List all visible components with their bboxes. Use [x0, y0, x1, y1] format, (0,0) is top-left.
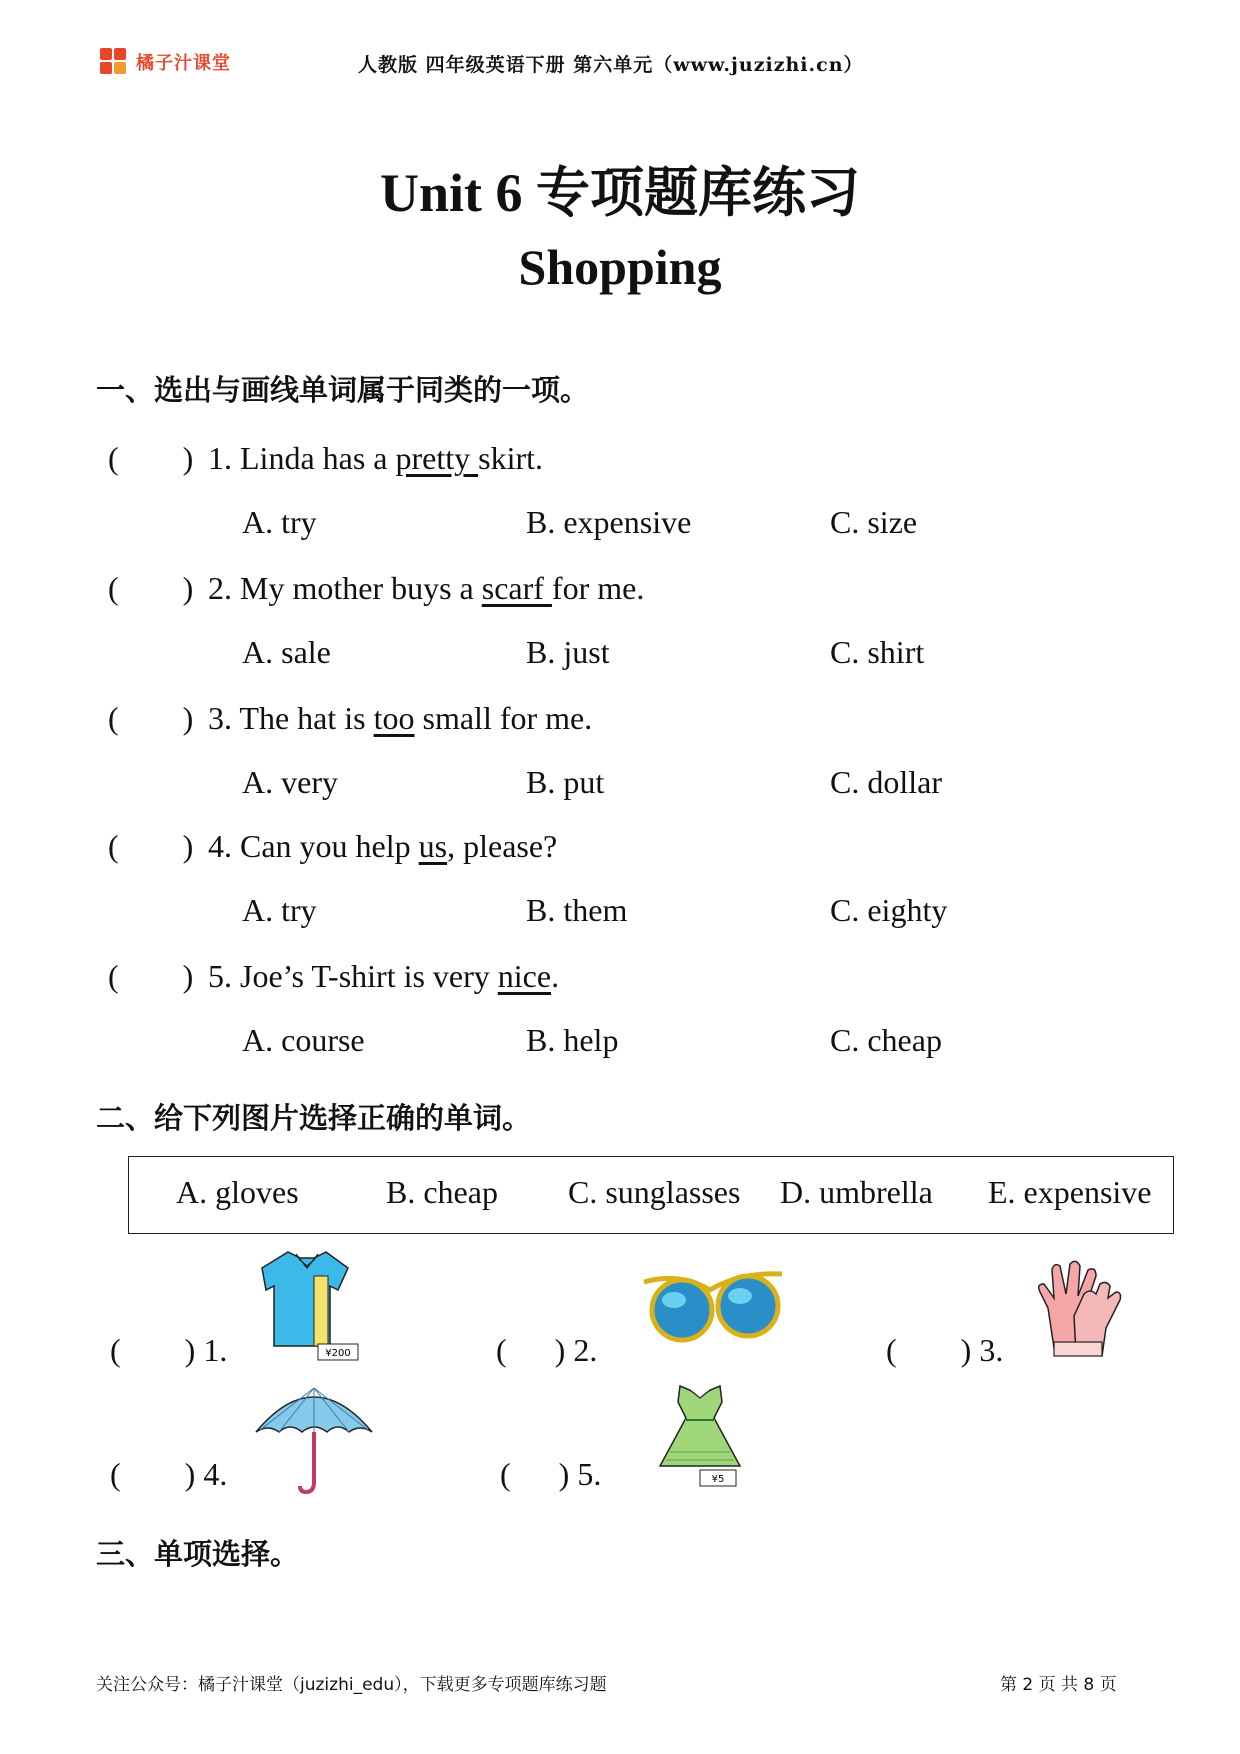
option-a: A. try: [242, 504, 317, 540]
section3-heading: 三、单项选择。: [96, 1537, 300, 1571]
picture-item-label: ( ) 2.: [496, 1332, 598, 1368]
tshirt-price-icon: [252, 1246, 362, 1364]
question-text: [208, 570, 644, 607]
answer-bracket: ( ): [108, 828, 194, 864]
option-b: B. just: [526, 634, 610, 670]
underlined-word: scarf: [481, 570, 552, 606]
footer-note: 关注公众号：橘子汁课堂（juzizhi_edu），下载更多专项题库练习题: [96, 1675, 607, 1695]
logo-icon: [100, 48, 128, 76]
word-option: C. sunglasses: [568, 1174, 741, 1210]
question-pre: 5. Joe’s T-shirt is very: [208, 958, 498, 994]
word-option: D. umbrella: [780, 1174, 933, 1210]
question-post: small for me.: [414, 700, 593, 736]
dress-price-icon: [650, 1382, 750, 1490]
section1-heading: 一、选出与画线单词属于同类的一项。: [96, 373, 590, 407]
picture-item-label: ( ) 1.: [110, 1332, 228, 1368]
option-a: A. sale: [242, 634, 331, 670]
answer-bracket: ( ): [108, 570, 194, 606]
word-option: E. expensive: [988, 1174, 1152, 1210]
header-title: 人教版 四年级英语下册 第六单元（www.juzizhi.cn）: [358, 54, 864, 76]
question-post: for me.: [551, 570, 645, 606]
option-b: B. expensive: [526, 504, 692, 540]
underlined-word: nice: [497, 958, 552, 994]
question-text: [208, 828, 557, 865]
option-a: A. very: [242, 764, 338, 800]
question-pre: 3. The hat is: [208, 700, 374, 736]
option-b: B. them: [526, 892, 628, 928]
gloves-icon: [1026, 1258, 1126, 1362]
page-number: 第 2 页 共 8 页: [1000, 1675, 1117, 1695]
picture-item-label: ( ) 3.: [886, 1332, 1004, 1368]
answer-bracket: ( ): [108, 700, 194, 736]
option-b: B. help: [526, 1022, 619, 1058]
umbrella-icon: [252, 1382, 376, 1496]
option-a: A. try: [242, 892, 317, 928]
word-option: B. cheap: [386, 1174, 498, 1210]
option-a: A. course: [242, 1022, 365, 1058]
brand-logo: [100, 48, 231, 76]
question-text: [208, 440, 543, 477]
option-c: C. eighty: [830, 892, 948, 928]
price-tag: ¥5: [711, 1474, 725, 1485]
question-text: [208, 700, 592, 737]
answer-bracket: ( ): [108, 440, 194, 476]
answer-bracket: ( ): [108, 958, 194, 994]
question-pre: 1. Linda has a: [208, 440, 396, 476]
question-pre: 2. My mother buys a: [208, 570, 482, 606]
question-pre: 4. Can you help: [208, 828, 419, 864]
question-text: [208, 958, 559, 995]
price-tag: ¥200: [325, 1348, 351, 1359]
underlined-word: us: [418, 828, 448, 864]
brand-name: 橘子汁课堂: [136, 53, 231, 74]
section2-heading: 二、给下列图片选择正确的单词。: [96, 1101, 532, 1135]
question-post: .: [551, 958, 560, 994]
option-c: C. shirt: [830, 634, 925, 670]
word-option: A. gloves: [176, 1174, 299, 1210]
page-subtitle: Shopping: [518, 239, 722, 295]
picture-item-label: ( ) 5.: [500, 1456, 602, 1492]
underlined-word: too: [373, 700, 415, 736]
option-c: C. dollar: [830, 764, 942, 800]
sunglasses-icon: [640, 1264, 786, 1360]
option-b: B. put: [526, 764, 605, 800]
question-post: , please?: [447, 828, 558, 864]
picture-item-label: ( ) 4.: [110, 1456, 228, 1492]
underlined-word: pretty: [395, 440, 479, 476]
page-title: Unit 6 专项题库练习: [379, 163, 860, 223]
question-post: skirt.: [478, 440, 544, 476]
option-c: C. cheap: [830, 1022, 942, 1058]
option-c: C. size: [830, 504, 918, 540]
